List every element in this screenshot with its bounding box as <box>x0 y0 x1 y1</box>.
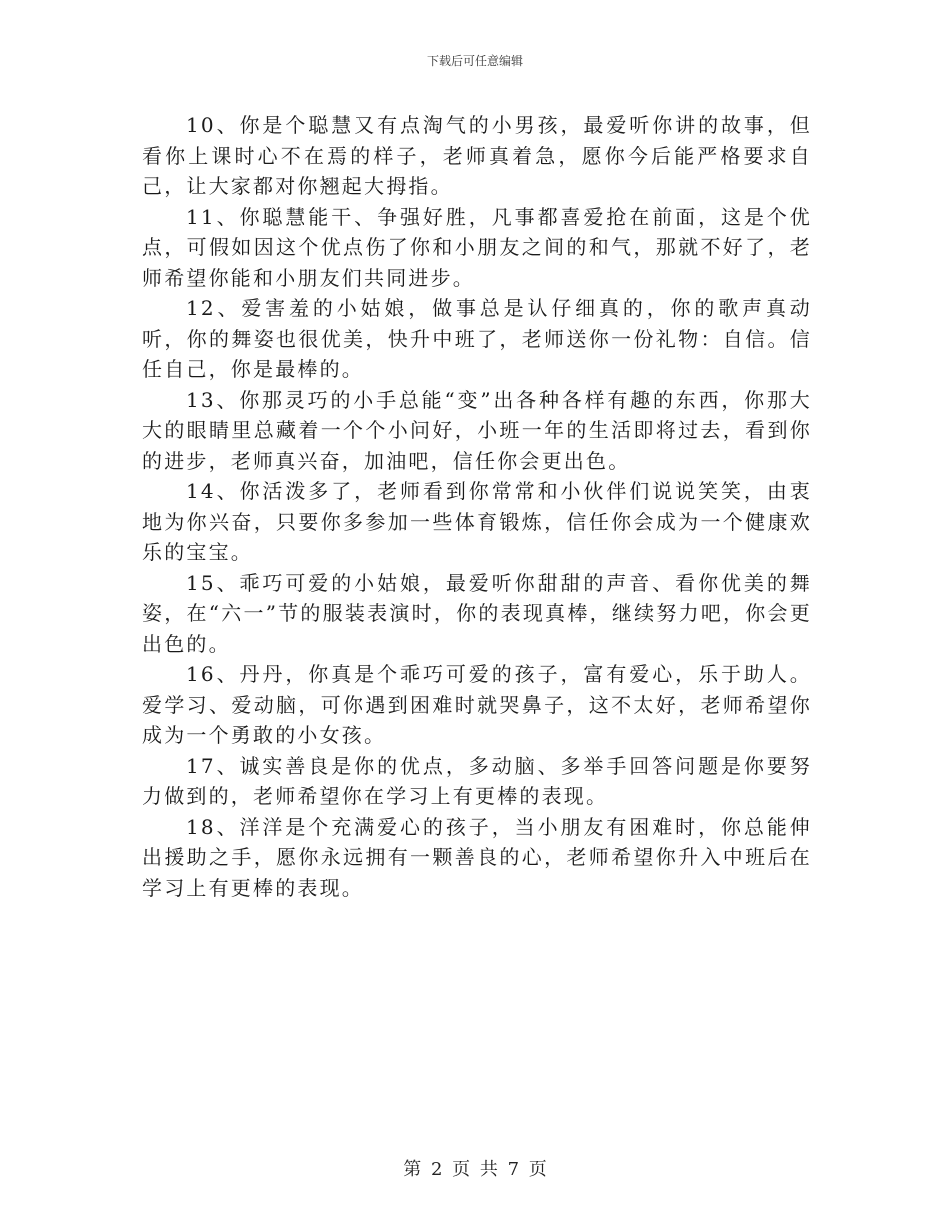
page-number: 第 2 页 共 7 页 <box>403 1159 547 1180</box>
comment-paragraph: 12、爱害羞的小姑娘，做事总是认仔细真的，你的歌声真动听，你的舞姿也很优美，快升中班了，老师送你一份礼物：自信。信任自己，你是最棒的。 <box>142 296 812 381</box>
comment-paragraph: 10、你是个聪慧又有点淘气的小男孩，最爱听你讲的故事，但看你上课时心不在焉的样子，老师真着急，愿你今后能严格要求自己，让大家都对你翘起大拇指。 <box>142 113 812 198</box>
comment-paragraph: 15、乖巧可爱的小姑娘，最爱听你甜甜的声音、看你优美的舞姿，在“六一”节的服装表演时，你的表现真棒，继续努力吧，你会更出色的。 <box>142 570 812 656</box>
document-body <box>142 110 812 903</box>
comment-paragraph: 13、你那灵巧的小手总能“变”出各种各样有趣的东西，你那大大的眼睛里总藏着一个个小问好，小班一年的生活即将过去，看到你的进步，老师真兴奋，加油吧，信任你会更出色。 <box>142 387 812 473</box>
page-header: 下载后可任意编辑 <box>426 54 523 68</box>
comment-paragraph: 11、你聪慧能干、争强好胜，凡事都喜爱抢在前面，这是个优点，可假如因这个优点伤了你和小朋友之间的和气，那就不好了，老师希望你能和小朋友们共同进步。 <box>142 204 812 290</box>
comment-paragraph: 14、你活泼多了，老师看到你常常和小伙伴们说说笑笑，由衷地为你兴奋，只要你多参加一些体育锻炼，信任你会成为一个健康欢乐的宝宝。 <box>142 479 812 564</box>
comment-paragraph: 18、洋洋是个充满爱心的孩子，当小朋友有困难时，你总能伸出援助之手，愿你永远拥有一颗善良的心，老师希望你升入中班后在学习上有更棒的表现。 <box>142 814 812 900</box>
comment-paragraph: 17、诚实善良是你的优点，多动脑、多举手回答问题是你要努力做到的，老师希望你在学习上有更棒的表现。 <box>142 753 812 808</box>
comment-paragraph: 16、丹丹，你真是个乖巧可爱的孩子，富有爱心，乐于助人。爱学习、爱动脑，可你遇到困难时就哭鼻子，这不太好，老师希望你成为一个勇敢的小女孩。 <box>142 662 812 747</box>
